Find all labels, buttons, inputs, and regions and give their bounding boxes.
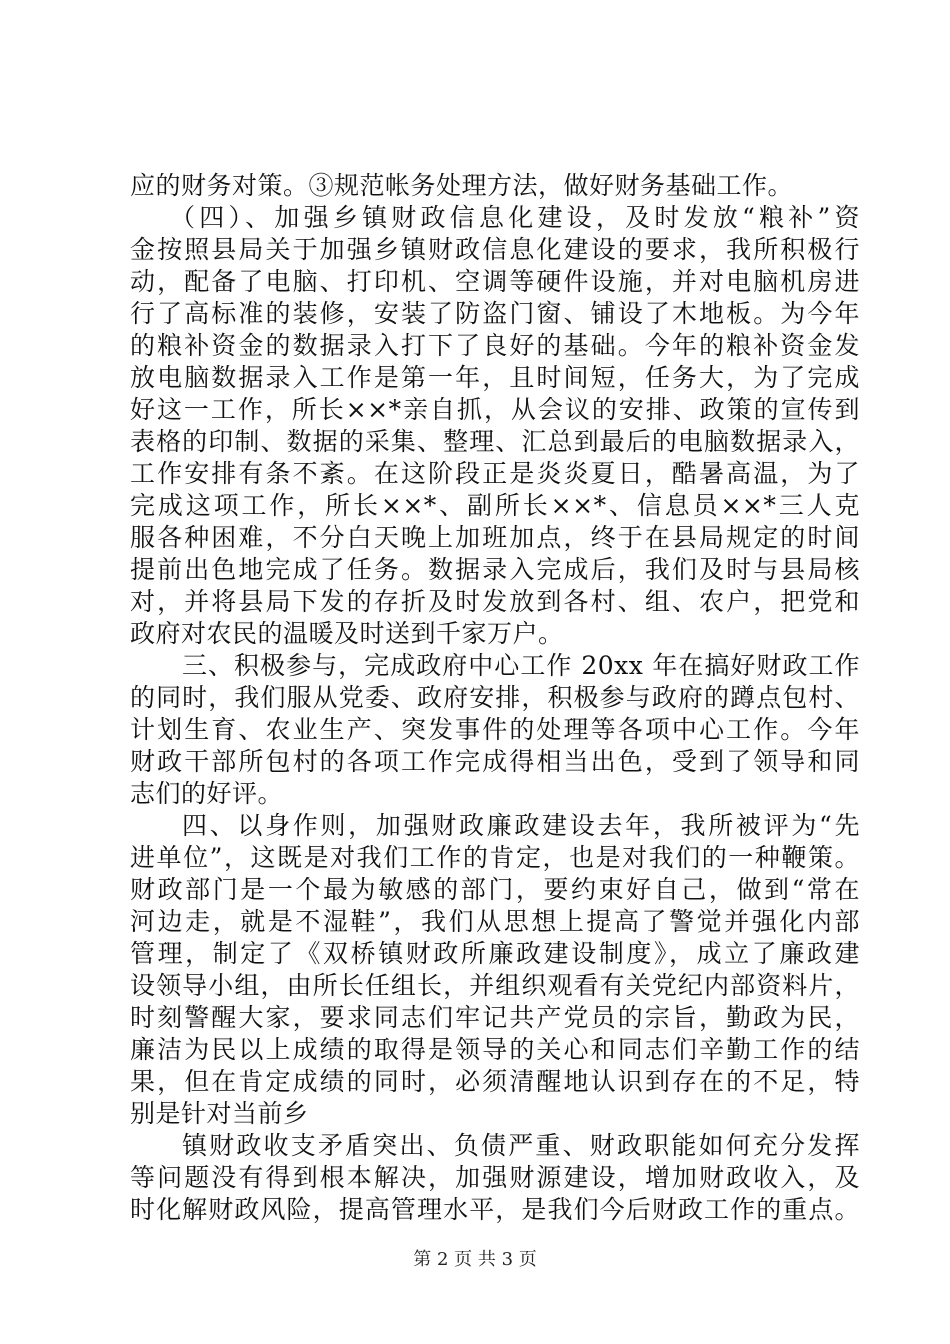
page-number-footer: 第 2 页 共 3 页 xyxy=(413,1249,537,1270)
text-line: 服各种困难，不分白天晚上加班加点，终于在县局规定的时间 xyxy=(130,523,860,552)
text-line: 廉洁为民以上成绩的取得是领导的关心和同志们辛勤工作的结 xyxy=(130,1035,860,1064)
text-line: 财政干部所包村的各项工作完成得相当出色，受到了领导和同 xyxy=(130,747,860,776)
text-line: 管理，制定了《双桥镇财政所廉政建设制度》，成立了廉政建 xyxy=(130,939,860,968)
text-line: 好这一工作，所长××*亲自抓，从会议的安排、政策的宣传到 xyxy=(130,395,860,424)
text-line: 等问题没有得到根本解决，加强财源建设，增加财政收入，及 xyxy=(130,1163,860,1192)
text-line: 提前出色地完成了任务。数据录入完成后，我们及时与县局核 xyxy=(130,555,860,584)
text-line: 财政部门是一个最为敏感的部门，要约束好自己，做到“常在 xyxy=(130,875,860,904)
text-line: 果，但在肯定成绩的同时，必须清醒地认识到存在的不足，特 xyxy=(130,1067,860,1096)
text-line: 进单位”，这既是对我们工作的肯定，也是对我们的一种鞭策。 xyxy=(130,843,860,872)
text-line: 别是针对当前乡 xyxy=(130,1099,309,1128)
text-line: 政府对农民的温暖及时送到千家万户。 xyxy=(130,619,564,648)
text-line: 放电脑数据录入工作是第一年，且时间短，任务大，为了完成 xyxy=(130,363,860,392)
text-line: 四、以身作则，加强财政廉政建设去年，我所被评为“先 xyxy=(182,811,860,840)
text-line: 计划生育、农业生产、突发事件的处理等各项中心工作。今年 xyxy=(130,715,860,744)
text-line: （四）、加强乡镇财政信息化建设，及时发放“粮补”资 xyxy=(170,203,860,232)
text-line: 镇财政收支矛盾突出、负债严重、财政职能如何充分发挥 xyxy=(182,1131,860,1160)
document-body xyxy=(130,170,860,1226)
text-line: 对，并将县局下发的存折及时发放到各村、组、农户，把党和 xyxy=(130,587,860,616)
text-line: 行了高标准的装修，安装了防盗门窗、铺设了木地板。为今年 xyxy=(130,299,860,328)
text-line: 时化解财政风险，提高管理水平，是我们今后财政工作的重点。 xyxy=(130,1195,860,1224)
text-line: 志们的好评。 xyxy=(130,779,284,808)
text-line: 河边走，就是不湿鞋”，我们从思想上提高了警觉并强化内部 xyxy=(130,907,860,936)
text-line: 的粮补资金的数据录入打下了良好的基础。今年的粮补资金发 xyxy=(130,331,860,360)
text-line: 设领导小组，由所长任组长，并组织观看有关党纪内部资料片， xyxy=(130,971,860,1000)
text-line: 三、积极参与，完成政府中心工作 20xx 年在搞好财政工作 xyxy=(182,651,860,680)
text-line: 时刻警醒大家，要求同志们牢记共产党员的宗旨，勤政为民， xyxy=(130,1003,860,1032)
text-line: 金按照县局关于加强乡镇财政信息化建设的要求，我所积极行 xyxy=(130,235,860,264)
text-line: 动，配备了电脑、打印机、空调等硬件设施，并对电脑机房进 xyxy=(130,267,860,296)
text-line: 的同时，我们服从党委、政府安排，积极参与政府的蹲点包村、 xyxy=(130,683,860,712)
text-line: 应的财务对策。③规范帐务处理方法，做好财务基础工作。 xyxy=(130,171,794,200)
text-line: 完成这项工作，所长××*、副所长××*、信息员××*三人克 xyxy=(130,491,860,520)
text-line: 工作安排有条不紊。在这阶段正是炎炎夏日，酷暑高温，为了 xyxy=(130,459,860,488)
text-line: 表格的印制、数据的采集、整理、汇总到最后的电脑数据录入， xyxy=(130,427,860,456)
